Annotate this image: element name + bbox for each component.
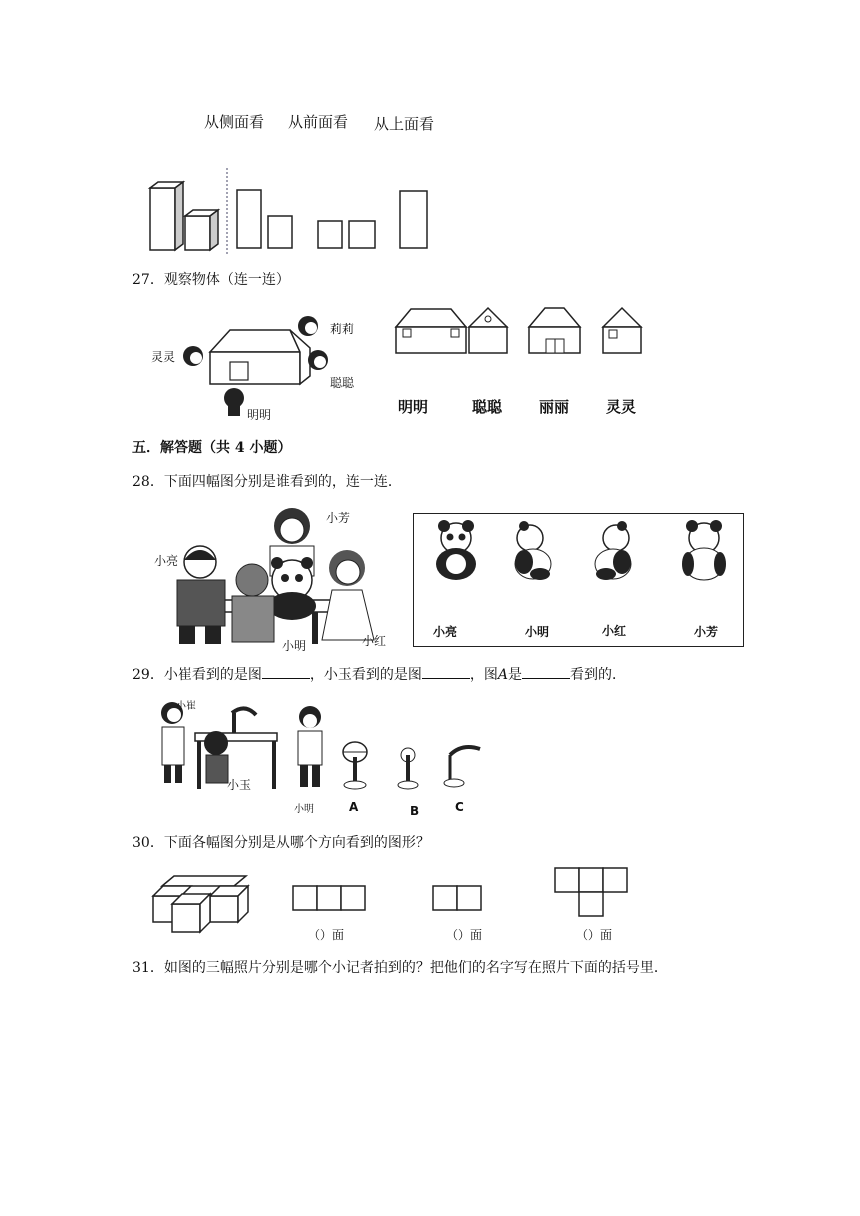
q28-prompt bbox=[132, 472, 402, 492]
q29-var: A bbox=[497, 667, 508, 683]
q29-option-a: A bbox=[349, 800, 359, 814]
q28-text: 下面四幅图分别是谁看到的，连一连． bbox=[163, 474, 402, 490]
q28-number: 28． bbox=[132, 474, 164, 490]
q27-number: 27． bbox=[132, 272, 164, 288]
q30-number: 30． bbox=[132, 835, 164, 851]
view-header-top: 从上面看 bbox=[374, 115, 435, 133]
q27-person-mingming: 明明 bbox=[247, 408, 272, 422]
q28-person-xiaoming: 小明 bbox=[282, 639, 307, 653]
q27-text: 观察物体（连一连） bbox=[163, 272, 290, 288]
q27-option-4: 灵灵 bbox=[606, 398, 637, 416]
q28-option-4: 小芳 bbox=[694, 625, 719, 639]
q28-scene bbox=[152, 500, 397, 648]
views-figure bbox=[140, 160, 440, 260]
q27-prompt bbox=[132, 270, 290, 290]
q29-prompt bbox=[132, 664, 626, 685]
view-header-front: 从前面看 bbox=[288, 113, 349, 131]
q30-figures bbox=[150, 866, 640, 936]
q29-person-xiaoyu: 小玉 bbox=[227, 778, 252, 792]
q27-option-2: 聪聪 bbox=[472, 398, 503, 416]
q29-part5: 看到的． bbox=[569, 667, 626, 683]
q29-part4: 是 bbox=[507, 667, 522, 683]
q29-part1: 小崔看到的是图 bbox=[163, 667, 262, 683]
q28-option-3: 小红 bbox=[602, 624, 627, 638]
q31-number: 31． bbox=[132, 960, 164, 976]
q29-part3: ，图 bbox=[469, 667, 498, 683]
q27-person-lili: 莉莉 bbox=[330, 322, 355, 336]
q28-person-xiaofang: 小芳 bbox=[326, 511, 351, 525]
q27-person-lingling: 灵灵 bbox=[151, 350, 176, 364]
q29-scene bbox=[150, 695, 485, 820]
q31-text: 如图的三幅照片分别是哪个小记者拍到的？把他们的名字写在照片下面的括号里． bbox=[163, 960, 668, 976]
q28-option-1: 小亮 bbox=[433, 625, 458, 639]
q29-option-b: B bbox=[410, 804, 420, 818]
q27-house-views bbox=[393, 305, 653, 360]
q28-option-2: 小明 bbox=[525, 625, 550, 639]
q30-answer-3[interactable]: （）面 bbox=[576, 928, 613, 942]
q29-person-xiaocui: 小崔 bbox=[176, 701, 196, 712]
q30-answer-1[interactable]: （）面 bbox=[308, 928, 345, 942]
q29-number: 29． bbox=[132, 667, 164, 683]
q29-option-c: C bbox=[455, 800, 464, 814]
q30-prompt bbox=[132, 833, 430, 853]
q28-person-xiaoliang: 小亮 bbox=[154, 554, 179, 568]
q29-part2: ，小玉看到的是图 bbox=[309, 667, 422, 683]
q27-option-1: 明明 bbox=[398, 398, 429, 416]
q28-panda-views bbox=[420, 518, 740, 588]
q29-blank-2[interactable] bbox=[422, 664, 470, 679]
section-title: 五．解答题（共 4 小题） bbox=[132, 440, 292, 456]
q27-option-3: 丽丽 bbox=[539, 398, 570, 416]
q28-person-xiaohong: 小红 bbox=[362, 634, 387, 648]
q31-prompt bbox=[132, 958, 668, 978]
q30-answer-2[interactable]: （）面 bbox=[446, 928, 483, 942]
view-header-side: 从侧面看 bbox=[204, 113, 265, 131]
q29-blank-1[interactable] bbox=[262, 664, 310, 679]
q27-person-congcong: 聪聪 bbox=[330, 376, 355, 390]
q29-blank-3[interactable] bbox=[522, 664, 570, 679]
q30-text: 下面各幅图分别是从哪个方向看到的图形？ bbox=[163, 835, 430, 851]
q29-person-xiaoming: 小明 bbox=[294, 804, 314, 815]
